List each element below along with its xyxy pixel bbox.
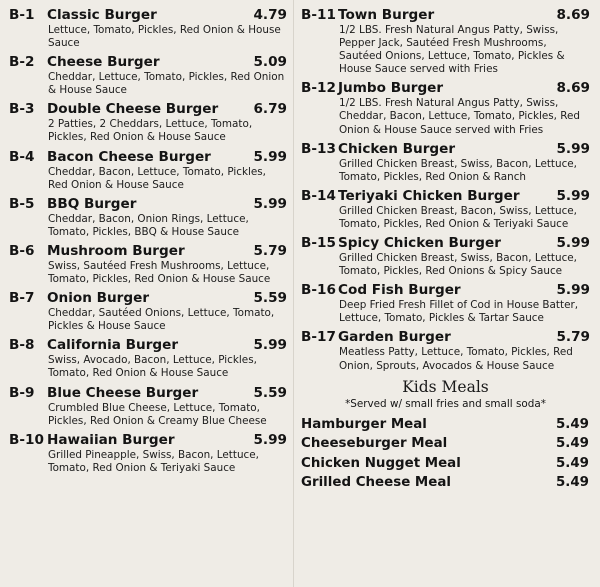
menu-item-b2 xyxy=(9,54,287,97)
item-price: 5.99 xyxy=(556,187,590,204)
kids-meal-name: Grilled Cheese Meal xyxy=(301,475,451,491)
menu-item-b8 xyxy=(9,337,287,380)
item-code: B-7 xyxy=(9,290,35,307)
item-name: Town Burger xyxy=(338,7,435,23)
right-column xyxy=(293,0,600,587)
item-price: 5.99 xyxy=(556,140,590,157)
kids-meal-name: Cheeseburger Meal xyxy=(301,436,448,452)
item-name: Double Cheese Burger xyxy=(47,101,219,118)
item-name: Blue Cheese Burger xyxy=(47,384,199,401)
left-column xyxy=(0,0,293,587)
item-code: B-6 xyxy=(9,242,35,259)
item-price: 5.59 xyxy=(253,290,287,307)
kids-meal-item xyxy=(301,473,590,493)
item-code: B-5 xyxy=(9,195,35,212)
menu-item-b14 xyxy=(301,188,590,231)
item-description: 1/2 LBS. Fresh Natural Angus Patty, Swiss, Pepper Jack, Sautéed Fresh Mushrooms, Sautéed Onions, Lettuce, Tomato, Pickles & House Sauce served with Fries xyxy=(339,24,565,76)
item-price: 5.79 xyxy=(253,242,287,259)
item-name: Teriyaki Chicken Burger xyxy=(338,187,520,204)
menu-item-b15 xyxy=(301,235,590,278)
item-price: 5.79 xyxy=(556,329,590,346)
menu-item-b12 xyxy=(301,80,590,136)
item-name: Garden Burger xyxy=(338,329,451,346)
item-price: 4.79 xyxy=(253,7,287,23)
item-code: B-12 xyxy=(301,80,336,97)
menu-item-b11 xyxy=(301,7,590,76)
item-description: Grilled Pineapple, Swiss, Bacon, Lettuce, Tomato, Red Onion & Teriyaki Sauce xyxy=(48,448,259,474)
item-description: Deep Fried Fresh Fillet of Cod in House Batter, Lettuce, Tomato, Pickles & Tartar Sauce xyxy=(339,299,579,325)
menu-item-b6 xyxy=(9,243,287,286)
item-name: Cod Fish Burger xyxy=(338,282,461,299)
item-price: 5.99 xyxy=(253,337,287,354)
kids-meal-name: Hamburger Meal xyxy=(301,416,427,432)
item-price: 5.99 xyxy=(253,431,287,448)
item-code: B-2 xyxy=(9,54,35,71)
item-description: Grilled Chicken Breast, Swiss, Bacon, Lettuce, Tomato, Pickles, Red Onions & Spicy Sauce xyxy=(339,252,577,278)
item-name: Jumbo Burger xyxy=(338,80,444,97)
item-name: Spicy Chicken Burger xyxy=(338,235,501,252)
item-price: 5.99 xyxy=(253,195,287,212)
item-price: 8.69 xyxy=(556,7,590,23)
item-description: Cheddar, Lettuce, Tomato, Pickles, Red Onion & House Sauce xyxy=(48,71,285,97)
item-price: 6.79 xyxy=(253,101,287,118)
menu-item-b7 xyxy=(9,290,287,333)
menu-item-b13 xyxy=(301,141,590,184)
kids-meals-section xyxy=(301,377,590,493)
item-code: B-11 xyxy=(301,7,336,23)
item-name: Onion Burger xyxy=(47,290,150,307)
item-price: 8.69 xyxy=(556,80,590,97)
kids-meal-price: 5.49 xyxy=(555,436,589,452)
item-code: B-8 xyxy=(9,337,35,354)
kids-meal-price: 5.49 xyxy=(555,455,589,471)
item-name: Mushroom Burger xyxy=(47,242,185,259)
menu-item-b16 xyxy=(301,282,590,325)
kids-meal-item xyxy=(301,454,590,474)
item-price: 5.99 xyxy=(556,282,590,299)
item-name: Hawaiian Burger xyxy=(47,431,175,448)
item-price: 5.99 xyxy=(556,235,590,252)
menu-item-b5 xyxy=(9,196,287,239)
item-description: 1/2 LBS. Fresh Natural Angus Patty, Swiss, Cheddar, Bacon, Lettuce, Tomato, Pickles, Red Onion & House Sauce served with Fries xyxy=(339,97,581,136)
item-code: B-15 xyxy=(301,235,336,252)
item-description: Cheddar, Bacon, Lettuce, Tomato, Pickles, Red Onion & House Sauce xyxy=(48,165,266,191)
item-code: B-17 xyxy=(301,329,336,346)
item-name: Cheese Burger xyxy=(47,54,160,71)
kids-meal-item xyxy=(301,434,590,454)
item-name: Bacon Cheese Burger xyxy=(47,148,211,165)
item-description: Swiss, Sautéed Fresh Mushrooms, Lettuce, Tomato, Pickles, Red Onion & House Sauce xyxy=(48,259,271,286)
item-description: Meatless Patty, Lettuce, Tomato, Pickles, Red Onion, Sprouts, Avocados & House Sauce xyxy=(339,346,573,372)
item-description: Cheddar, Sautéed Onions, Lettuce, Tomato, Pickles & House Sauce xyxy=(48,307,275,333)
item-name: Classic Burger xyxy=(47,7,157,23)
item-code: B-3 xyxy=(9,101,35,118)
menu-item-b4 xyxy=(9,149,287,192)
item-description: Swiss, Avocado, Bacon, Lettuce, Pickles, Tomato, Red Onion & House Sauce xyxy=(48,354,257,380)
item-description: Lettuce, Tomato, Pickles, Red Onion & House Sauce xyxy=(48,24,281,50)
item-code: B-10 xyxy=(9,431,44,448)
kids-meal-item xyxy=(301,415,590,435)
menu-item-b17 xyxy=(301,329,590,372)
kids-meals-note: *Served w/ small fries and small soda* xyxy=(345,397,546,410)
item-code: B-1 xyxy=(9,7,35,23)
menu-item-b1 xyxy=(9,7,287,50)
item-code: B-13 xyxy=(301,140,336,157)
item-description: Crumbled Blue Cheese, Lettuce, Tomato, Pickles, Red Onion & Creamy Blue Cheese xyxy=(48,401,267,427)
menu-item-b3 xyxy=(9,101,287,144)
item-name: Chicken Burger xyxy=(338,140,456,157)
kids-meal-price: 5.49 xyxy=(555,475,589,491)
kids-meals-title: Kids Meals xyxy=(402,377,489,396)
menu-item-b9 xyxy=(9,385,287,428)
item-name: BBQ Burger xyxy=(47,195,137,212)
kids-meal-price: 5.49 xyxy=(555,416,589,432)
item-code: B-4 xyxy=(9,148,35,165)
item-code: B-16 xyxy=(301,282,336,299)
item-description: Grilled Chicken Breast, Swiss, Bacon, Lettuce, Tomato, Pickles, Red Onion & Ranch xyxy=(339,157,577,183)
item-code: B-14 xyxy=(301,187,336,204)
kids-meal-name: Chicken Nugget Meal xyxy=(301,455,461,471)
item-price: 5.59 xyxy=(253,384,287,401)
menu-item-b10 xyxy=(9,432,287,475)
item-price: 5.99 xyxy=(253,148,287,165)
item-name: California Burger xyxy=(47,337,179,354)
item-description: Cheddar, Bacon, Onion Rings, Lettuce, Tomato, Pickles, BBQ & House Sauce xyxy=(48,212,249,238)
item-code: B-9 xyxy=(9,384,35,401)
item-description: Grilled Chicken Breast, Bacon, Swiss, Lettuce, Tomato, Pickles, Red Onion & Teriyaki Sauce xyxy=(339,204,577,230)
item-price: 5.09 xyxy=(253,54,287,71)
item-description: 2 Patties, 2 Cheddars, Lettuce, Tomato, Pickles, Red Onion & House Sauce xyxy=(48,118,253,144)
